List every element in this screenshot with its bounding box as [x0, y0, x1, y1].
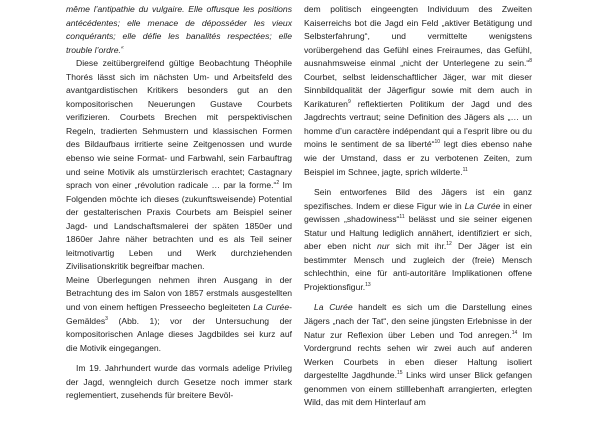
body-paragraph	[66, 57, 292, 274]
italic-text: La Curée	[314, 302, 353, 313]
text-run: in einer gewissen „shadowiness“	[304, 200, 532, 225]
italic-text: même l’antipathie du vulgaire. Elle offusque les positions antécédentes; elle menace de déposséder les vieux conquérants; elle défie les banalités respectées; elle trouble l’ordre.	[66, 4, 292, 55]
footnote-marker: 9	[347, 98, 351, 105]
text-run: dem politisch eingeengten Individuum des Zweiten Kaiserreichs bot die Jagd ein Feld „aktiver Betätigung und Selbsterfahrung“, und vermittelte wenigstens vorübergehend das Gefühl eines Freiraumes, das Gefühl, ausnahmsweise einmal „nicht der Unterlegene zu sein.“	[304, 4, 532, 69]
text-run: Sein entworfenes Bild des Jägers ist ein ganz spezifisches. Indem er diese Figur wie in	[304, 187, 532, 211]
body-paragraph	[304, 301, 532, 409]
italic-text: nur	[377, 241, 390, 252]
text-run: Meine Überlegungen nehmen ihren Ausgang in der Betrachtung des im Salon von 1857 erstmals ausgestellten und von einem heftigen Presseecho begleiteten	[66, 274, 292, 313]
footnote-marker: 3	[105, 315, 108, 322]
footnote-marker: 11	[462, 166, 468, 173]
text-run: legt dies ebenso nahe wie der Umstand, dass er zu verbotenen Zeiten, zum Beispiel im Schnee, jagte, sprich wilderte.	[304, 139, 532, 177]
left-text-column	[66, 3, 292, 403]
body-paragraph	[66, 362, 292, 403]
text-run: -Gemäldes	[66, 302, 292, 326]
text-run: Im Vordergrund rechts sehen wir zwei auch auf anderen Werken Courbets in eben dieser Haltung isoliert dargestellte Jagdhunde.	[304, 329, 532, 381]
right-text-column	[304, 3, 532, 410]
footnote-marker: 14	[511, 329, 518, 336]
footnote-marker: 10	[434, 139, 441, 146]
footnote-marker: 11	[399, 214, 405, 221]
text-run: (Abb. 1); vor der Untersuchung der kompositorischen Anlage dieses Jagdbildes sei kurz auf die Motivik eingegangen.	[66, 315, 292, 353]
text-run: Courbet, selbst leidenschaftlicher Jäger, war mit dieser Sinnbildqualität der Jägerfigur sowie mit dem auch in Karikaturen	[304, 71, 532, 109]
italic-text: La Curée	[253, 302, 290, 313]
quote-paragraph	[66, 3, 292, 57]
text-run: handelt es sich um die Darstellung eines Jägers „nach der Tat“, den seine jüngsten Erlebnisse in der Natur zur Reflexion über Leben und Tod anregen.	[304, 302, 533, 340]
footnote-marker: 8	[529, 58, 532, 65]
text-run: Im 19. Jahrhundert wurde das vormals adelige Privileg der Jagd, wenngleich durch Gesetze noch immer stark reglementiert, zusehends für breitere Bevöl-	[66, 363, 292, 401]
text-run: Der Jäger ist ein bestimmter Mensch und zugleich der (freie) Mensch schlechthin, eine für anti-autoritäre Implikationen offene Projektionsfigur.	[304, 241, 532, 292]
text-run: Links wird unser Blick gefangen genommen von einem stilllebenhaft arrangierten, erlegten Wild, das mit dem Hinterlauf am	[304, 370, 532, 408]
body-paragraph	[304, 3, 532, 179]
body-paragraph	[66, 274, 292, 355]
text-run: reflektierten Politikum der Jagd und des Jagdrechts vertraut; seine Definition des Jägers als „… un homme d’un caractère indépendant qui a l’esprit libre ou du moins le sentiment de sa liberté“	[304, 98, 532, 150]
footnote-marker: 13	[365, 282, 371, 289]
text-run: sich mit ihr.	[389, 241, 447, 252]
footnote-marker: 2	[276, 180, 280, 187]
footnote-marker: 12	[446, 241, 452, 248]
italic-text: La Curée	[464, 200, 501, 211]
body-paragraph	[304, 186, 532, 294]
text-run: belässt und sie seiner eigenen Statur und Haltung lediglich annähert, identifiziert er sich, aber eben nicht	[304, 214, 532, 252]
text-run: Im Folgenden möchte ich dieses (zukunftsweisende) Potential der gestalterischen Praxis Courbets am Beispiel seiner Jagd- und Landschaftsmalerei der späten 1850er und 1860er Jahre näher betrachten und es als Teil seiner leitmotivartig Leben und Werk durchziehenden Zivilisationskritik begreifbar machen.	[66, 180, 292, 272]
text-run: Diese zeitübergreifend gültige Beobachtung Théophile Thorés lässt sich im nächsten Um- und Arbeitsfeld des avantgardistischen Kritikers besonders gut an den kompositorischen Neuerungen Gustave Courbets verifizieren. Courbets Brechen mit perspektivischen Regeln, tradierten Sehmustern und klassischen Formen des Bildaufbaus irritierte seine Zeitgenossen und wurde ebenso wie seine Format- und Farbwahl, sein Farbauftrag und seine Motivik als umstürzlerisch erachtet; Castagnary sprach von einer „révolution radicale … par la forme.“	[66, 58, 292, 191]
footnote-marker: «	[120, 44, 124, 51]
footnote-marker: 15	[396, 370, 403, 377]
